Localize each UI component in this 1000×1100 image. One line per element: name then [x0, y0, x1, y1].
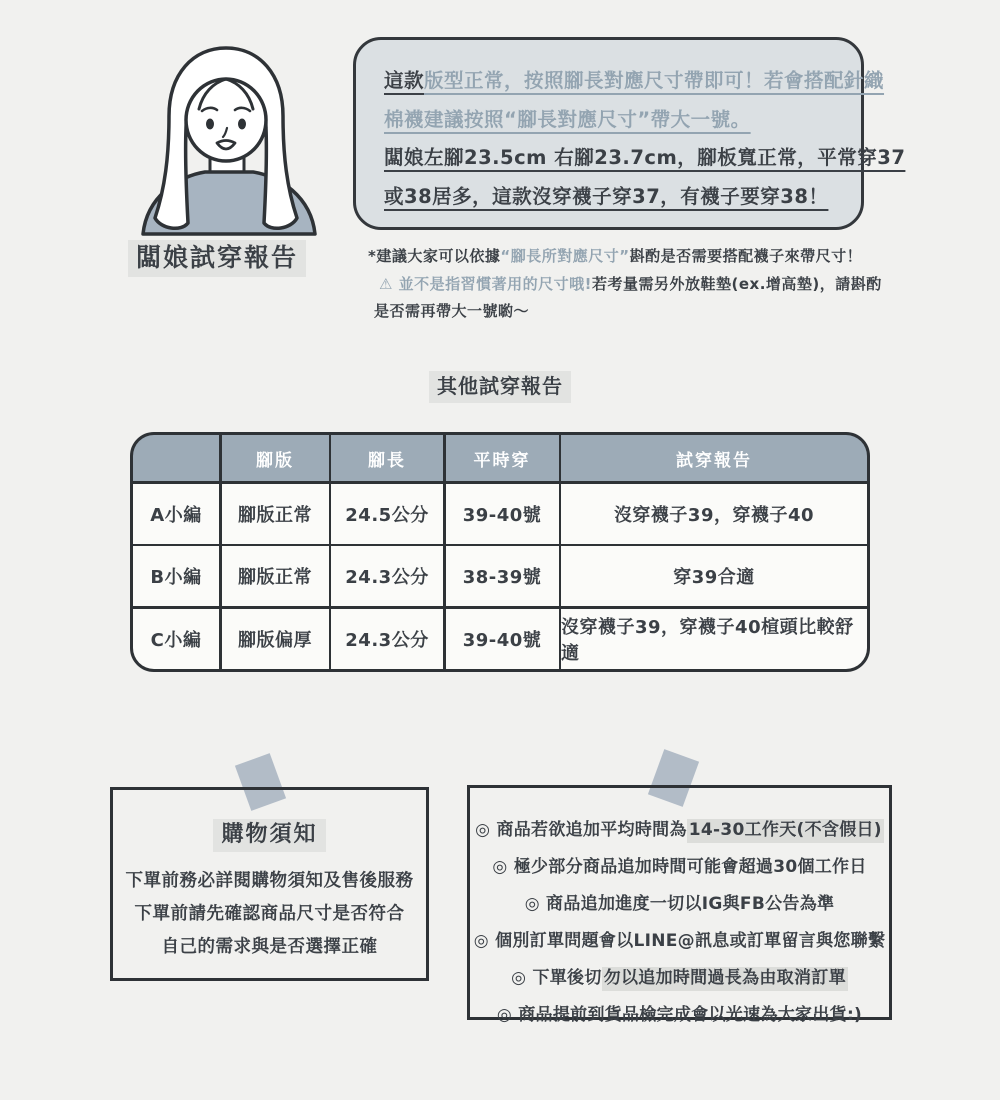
table-cell-usual: 38-39號 [446, 546, 559, 606]
footnote-line [368, 243, 888, 271]
footnote-text: 並不是指習慣著用的尺寸哦! [392, 274, 593, 293]
notice-title-text: 購物須知 [213, 819, 325, 852]
note-highlight: 14-30工作天(不含假日) [687, 819, 884, 843]
table-cell-usual: 39-40號 [446, 484, 559, 544]
note-text: ◎ 商品追加進度一切以IG與FB公告為準 [524, 894, 835, 914]
notice-line: 自己的需求與是否選擇正確 [161, 937, 378, 957]
notice-title [113, 817, 426, 848]
bubble-line [384, 139, 906, 178]
note-text: ◎ 個別訂單問題會以LINE@訊息或訂單留言與您聯繫 [473, 931, 886, 951]
footnote-text: 是否需再帶大一號喲～ [374, 302, 530, 320]
speech-bubble [353, 37, 906, 230]
table-cell-foot: 腳版正常 [222, 484, 329, 544]
note-text: ◎ 下單後切 [511, 968, 602, 988]
footnote [368, 243, 888, 326]
section-title-other-reports [0, 370, 1000, 399]
woman-avatar-icon [131, 36, 325, 236]
note-line [470, 960, 889, 997]
footnote-text: 斟酌是否需要搭配襪子來帶尺寸！ [629, 247, 863, 265]
bubble-text: 版型正常，按照腳長對應尺寸帶即可！若會搭配針織 [424, 69, 885, 92]
footnote-text: 若考量需另外放鞋墊(ex.增高墊)，請斟酌 [592, 274, 882, 293]
table-row-name: B小編 [133, 546, 219, 606]
bubble-text: 棉襪建議按照“腳長對應尺寸”帶大一號。 [384, 107, 751, 131]
table-header-empty [133, 435, 219, 481]
fitting-table [130, 432, 870, 672]
bubble-text: 闆娘左腳23.5cm 右腳23.7cm，腳板寬正常，平常穿37 [384, 146, 906, 169]
table-header-foot-shape: 腳版 [222, 435, 329, 481]
note-highlight: 勿以追加時間過長為由取消訂單 [602, 967, 848, 991]
table-header-foot-length: 腳長 [331, 435, 443, 481]
bubble-text: 這款 [384, 69, 425, 92]
order-notes-box [467, 785, 892, 1025]
note-line [470, 997, 889, 1034]
footnote-text: “腳長所對應尺寸” [500, 247, 630, 265]
bubble-line [384, 178, 833, 217]
table-header-report: 試穿報告 [561, 435, 867, 481]
table-cell-usual: 39-40號 [446, 609, 559, 669]
note-line [470, 849, 889, 886]
notice-line: 下單前務必詳閱購物須知及售後服務 [125, 871, 414, 891]
note-line [470, 923, 889, 960]
report-label-text: 闆娘試穿報告 [128, 240, 306, 277]
shopping-notice-box [110, 787, 429, 981]
table-cell-report: 沒穿襪子39，穿襪子40楦頭比較舒適 [561, 609, 867, 669]
bubble-line [384, 101, 833, 140]
warning-icon: ⚠ [379, 274, 393, 293]
note-text: ◎ 極少部分商品追加時間可能會超過30個工作日 [492, 857, 867, 877]
table-cell-length: 24.5公分 [331, 484, 443, 544]
table-cell-foot: 腳版偏厚 [222, 609, 329, 669]
boss-avatar [131, 36, 325, 236]
table-cell-report: 沒穿襪子39，穿襪子40 [561, 484, 867, 544]
footnote-line [368, 271, 888, 299]
section-title-text: 其他試穿報告 [429, 371, 571, 403]
table-row-name: C小編 [133, 609, 219, 669]
notice-line: 下單前請先確認商品尺寸是否符合 [134, 904, 405, 924]
footnote-line [368, 298, 888, 326]
table-cell-report: 穿39合適 [561, 546, 867, 606]
table-cell-length: 24.3公分 [331, 609, 443, 669]
bubble-text: 或38居多，這款沒穿襪子穿37，有襪子要穿38！ [384, 184, 829, 208]
table-header-usual-size: 平時穿 [446, 435, 559, 481]
note-line [470, 886, 889, 923]
table-cell-length: 24.3公分 [331, 546, 443, 606]
note-text: ◎ 商品提前到貨品檢完成會以光速為大家出貨:) [496, 1005, 863, 1025]
table-row-name: A小編 [133, 484, 219, 544]
notice-body [113, 865, 426, 964]
bubble-line [384, 62, 885, 101]
footnote-text: *建議大家可以依據 [368, 247, 501, 265]
report-label [128, 238, 306, 274]
table-cell-foot: 腳版正常 [222, 546, 329, 606]
note-line [470, 812, 889, 849]
note-text: ◎ 商品若欲追加平均時間為 [475, 820, 687, 840]
